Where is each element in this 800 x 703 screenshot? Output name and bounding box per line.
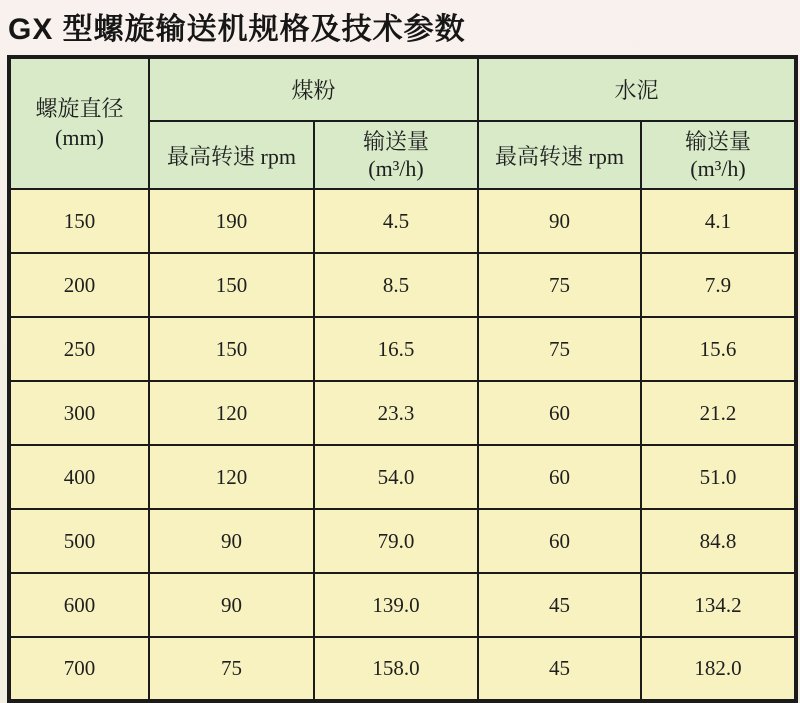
cell-coal-capacity: 23.3: [314, 381, 478, 445]
table-row: [9, 381, 796, 445]
cell-cement-capacity: 21.2: [641, 381, 796, 445]
header-diameter: [9, 57, 149, 189]
cell-cement-capacity: 51.0: [641, 445, 796, 509]
header-cement-capacity: [641, 121, 796, 189]
cell-coal-speed: 120: [149, 445, 314, 509]
table-row: [9, 189, 796, 253]
cell-diameter: 300: [9, 381, 149, 445]
cell-coal-speed: 90: [149, 509, 314, 573]
table-row: [9, 445, 796, 509]
cell-coal-speed: 90: [149, 573, 314, 637]
cell-cement-capacity: 4.1: [641, 189, 796, 253]
header-cement-capacity-line2: (m³/h): [690, 156, 746, 181]
cell-diameter: 700: [9, 637, 149, 701]
cell-diameter: 500: [9, 509, 149, 573]
header-group-row: [9, 57, 796, 121]
cell-coal-capacity: 139.0: [314, 573, 478, 637]
cell-coal-capacity: 8.5: [314, 253, 478, 317]
cell-cement-speed: 60: [478, 445, 641, 509]
cell-cement-capacity: 15.6: [641, 317, 796, 381]
table-row: [9, 509, 796, 573]
header-group-coal: 煤粉: [149, 57, 478, 121]
cell-diameter: 400: [9, 445, 149, 509]
cell-cement-speed: 60: [478, 381, 641, 445]
cell-coal-capacity: 54.0: [314, 445, 478, 509]
cell-cement-capacity: 134.2: [641, 573, 796, 637]
cell-diameter: 150: [9, 189, 149, 253]
spec-table: [7, 55, 798, 703]
cell-coal-speed: 120: [149, 381, 314, 445]
header-cement-capacity-line1: 输送量: [685, 128, 752, 154]
cell-cement-capacity: 7.9: [641, 253, 796, 317]
header-diameter-line2: (mm): [55, 124, 104, 150]
cell-cement-speed: 75: [478, 253, 641, 317]
cell-coal-speed: 150: [149, 317, 314, 381]
cell-coal-capacity: 16.5: [314, 317, 478, 381]
header-group-cement: 水泥: [478, 57, 796, 121]
cell-diameter: 200: [9, 253, 149, 317]
cell-cement-speed: 90: [478, 189, 641, 253]
cell-coal-capacity: 79.0: [314, 509, 478, 573]
header-diameter-line1: 螺旋直径: [35, 95, 124, 121]
table-row: [9, 317, 796, 381]
cell-cement-speed: 60: [478, 509, 641, 573]
cell-cement-speed: 75: [478, 317, 641, 381]
cell-cement-capacity: 182.0: [641, 637, 796, 701]
cell-cement-capacity: 84.8: [641, 509, 796, 573]
header-coal-speed: 最高转速 rpm: [149, 121, 314, 189]
header-coal-capacity-line2: (m³/h): [368, 156, 424, 181]
table-row: [9, 637, 796, 701]
cell-cement-speed: 45: [478, 637, 641, 701]
header-coal-capacity-line1: 输送量: [363, 128, 430, 154]
cell-coal-capacity: 158.0: [314, 637, 478, 701]
page-title: GX 型螺旋输送机规格及技术参数: [8, 13, 466, 46]
cell-diameter: 250: [9, 317, 149, 381]
cell-cement-speed: 45: [478, 573, 641, 637]
cell-coal-speed: 190: [149, 189, 314, 253]
cell-coal-speed: 75: [149, 637, 314, 701]
cell-coal-capacity: 4.5: [314, 189, 478, 253]
table-row: [9, 253, 796, 317]
table-row: [9, 573, 796, 637]
cell-coal-speed: 150: [149, 253, 314, 317]
cell-diameter: 600: [9, 573, 149, 637]
header-coal-capacity: [314, 121, 478, 189]
header-cement-speed: 最高转速 rpm: [478, 121, 641, 189]
